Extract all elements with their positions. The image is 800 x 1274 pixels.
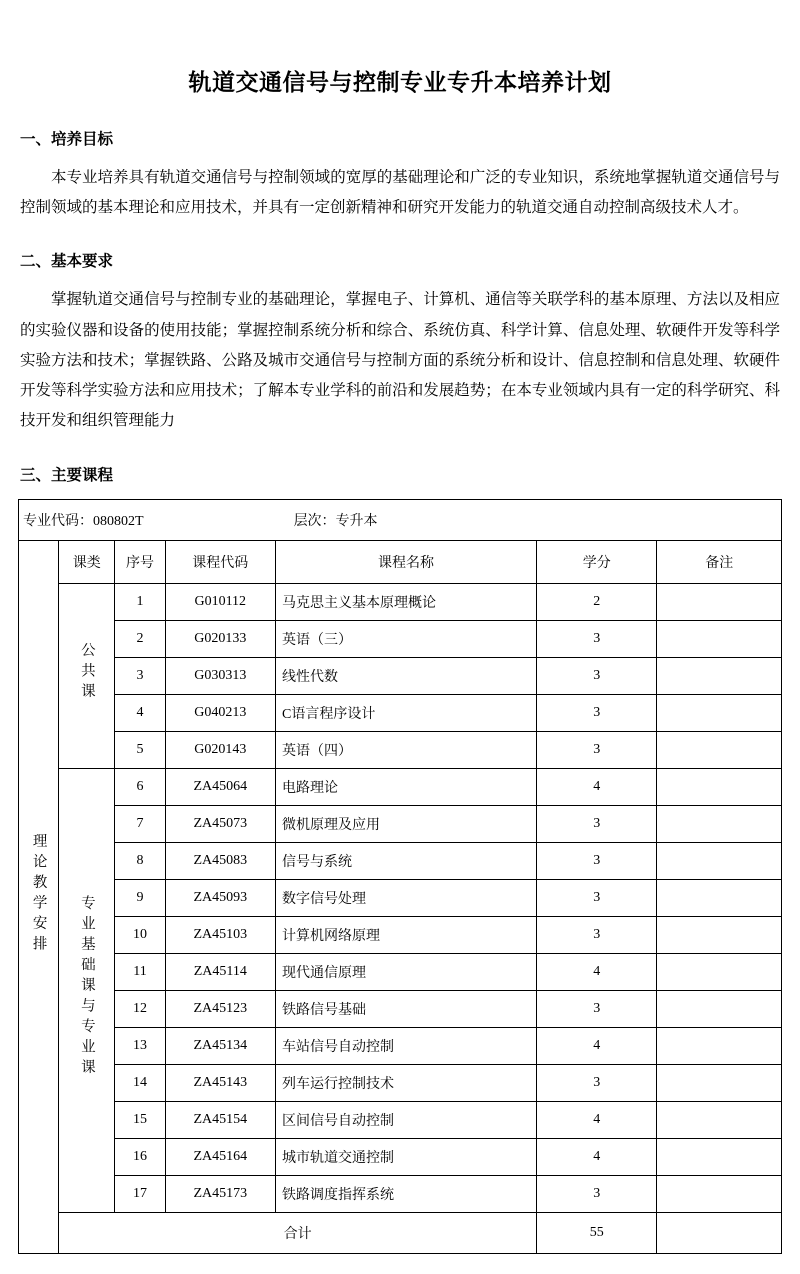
table-row [19,1138,782,1175]
cell-name: 区间信号自动控制 [275,1101,536,1138]
cell-no: 15 [115,1101,165,1138]
cell-credit: 3 [537,620,657,657]
cell-credit: 3 [537,657,657,694]
cell-credit: 3 [537,805,657,842]
cell-no: 5 [115,731,165,768]
cell-code: ZA45154 [165,1101,275,1138]
cell-credit: 2 [537,583,657,620]
cell-no: 14 [115,1064,165,1101]
cell-name: 微机原理及应用 [275,805,536,842]
table-row [19,1027,782,1064]
cell-name: 车站信号自动控制 [275,1027,536,1064]
cell-credit: 3 [537,1064,657,1101]
cell-no: 8 [115,842,165,879]
cell-no: 6 [115,768,165,805]
table-row [19,1175,782,1212]
cell-remark [657,879,782,916]
table-column-header [19,540,782,583]
category-label-major: 专业基础课与专业课 [78,895,95,1080]
table-row [19,1101,782,1138]
cell-remark [657,583,782,620]
cell-credit: 3 [537,731,657,768]
cell-code: G010112 [165,583,275,620]
column-header-credit: 学分 [537,540,657,583]
table-row [19,694,782,731]
cell-remark [657,731,782,768]
table-row [19,879,782,916]
column-header-no: 序号 [115,540,165,583]
cell-credit: 4 [537,953,657,990]
cell-name: 铁路信号基础 [275,990,536,1027]
cell-credit: 4 [537,1138,657,1175]
table-total-row [19,1212,782,1253]
cell-code: ZA45143 [165,1064,275,1101]
cell-name: 英语（四） [275,731,536,768]
cell-no: 3 [115,657,165,694]
section-heading-courses: 三、主要课程 [20,465,114,484]
cell-no: 2 [115,620,165,657]
table-row [19,916,782,953]
total-credits: 55 [537,1212,657,1253]
cell-remark [657,1101,782,1138]
cell-no: 12 [115,990,165,1027]
cell-name: 现代通信原理 [275,953,536,990]
cell-name: 城市轨道交通控制 [275,1138,536,1175]
table-header-row [19,499,782,540]
cell-name: 线性代数 [275,657,536,694]
cell-remark [657,842,782,879]
level-label: 层次：专升本 [293,513,378,529]
cell-name: 计算机网络原理 [275,916,536,953]
column-header-remark: 备注 [657,540,782,583]
course-table [18,499,782,1254]
table-row [19,953,782,990]
category-label-public: 公共课 [78,642,95,704]
cell-credit: 3 [537,916,657,953]
cell-no: 17 [115,1175,165,1212]
section-paragraph-requirements: 掌握轨道交通信号与控制专业的基础理论，掌握电子、计算机、通信等关联学科的基本原理、方法以及相应的实验仪器和设备的使用技能；掌握控制系统分析和综合、系统仿真、科学计算、信息处理、软硬件开发等科学实验方法和技术；掌握铁路、公路及城市交通信号与控制方面的系统分析和设计、信息控制和信息处理、软硬件开发等科学实验方法和应用技术；了解本专业学科的前沿和发展趋势；在本专业领域内具有一定的科学研究、科技开发和组织管理能力 [20,291,780,430]
cell-remark [657,657,782,694]
cell-remark [657,768,782,805]
column-header-code: 课程代码 [165,540,275,583]
cell-remark [657,1064,782,1101]
cell-name: C语言程序设计 [275,694,536,731]
cell-code: ZA45064 [165,768,275,805]
section-heading-objective: 一、培养目标 [20,130,114,148]
cell-remark [657,620,782,657]
cell-code: ZA45093 [165,879,275,916]
cell-remark [657,1138,782,1175]
table-row [19,990,782,1027]
cell-code: G030313 [165,657,275,694]
cell-no: 1 [115,583,165,620]
cell-remark [657,694,782,731]
category-cell-major [59,768,115,1212]
cell-remark [657,1027,782,1064]
table-row [19,620,782,657]
cell-remark [657,805,782,842]
cell-code: ZA45123 [165,990,275,1027]
cell-credit: 3 [537,1175,657,1212]
cell-remark [657,1175,782,1212]
cell-no: 4 [115,694,165,731]
cell-name: 数字信号处理 [275,879,536,916]
cell-credit: 4 [537,768,657,805]
cell-credit: 3 [537,879,657,916]
section-paragraph-objective: 本专业培养具有轨道交通信号与控制领域的宽厚的基础理论和广泛的专业知识，系统地掌握轨道交通信号与控制领域的基本理论和应用技术，并具有一定创新精神和研究开发能力的轨道交通自动控制高级技术人才。 [20,169,780,217]
cell-code: ZA45173 [165,1175,275,1212]
cell-no: 10 [115,916,165,953]
cell-name: 铁路调度指挥系统 [275,1175,536,1212]
cell-no: 7 [115,805,165,842]
cell-remark [657,990,782,1027]
cell-code: ZA45073 [165,805,275,842]
table-row [19,768,782,805]
cell-credit: 3 [537,990,657,1027]
total-label: 合计 [59,1212,537,1253]
cell-name: 马克思主义基本原理概论 [275,583,536,620]
table-row [19,805,782,842]
cell-name: 英语（三） [275,620,536,657]
cell-no: 16 [115,1138,165,1175]
cell-code: G040213 [165,694,275,731]
cell-remark [657,953,782,990]
cell-code: ZA45164 [165,1138,275,1175]
major-code-label: 专业代码：080802T [23,513,144,529]
cell-credit: 4 [537,1101,657,1138]
cell-code: ZA45114 [165,953,275,990]
cell-no: 9 [115,879,165,916]
cell-credit: 3 [537,694,657,731]
section-heading-requirements: 二、基本要求 [20,252,114,271]
table-row [19,583,782,620]
cell-code: G020143 [165,731,275,768]
cell-no: 11 [115,953,165,990]
cell-code: ZA45134 [165,1027,275,1064]
cell-name: 信号与系统 [275,842,536,879]
cell-code: G020133 [165,620,275,657]
total-remark [657,1212,782,1253]
column-header-category: 课类 [59,540,115,583]
cell-credit: 4 [537,1027,657,1064]
cell-code: ZA45083 [165,842,275,879]
cell-no: 13 [115,1027,165,1064]
page-title: 轨道交通信号与控制专业专升本培养计划 [188,70,612,96]
table-row [19,731,782,768]
column-header-name: 课程名称 [275,540,536,583]
table-row [19,657,782,694]
category-cell-public [59,583,115,768]
table-row [19,842,782,879]
cell-name: 列车运行控制技术 [275,1064,536,1101]
cell-remark [657,916,782,953]
cell-credit: 3 [537,842,657,879]
group-label-cell [19,540,59,1253]
table-row [19,1064,782,1101]
cell-name: 电路理论 [275,768,536,805]
group-label: 理论教学安排 [30,832,47,956]
cell-code: ZA45103 [165,916,275,953]
